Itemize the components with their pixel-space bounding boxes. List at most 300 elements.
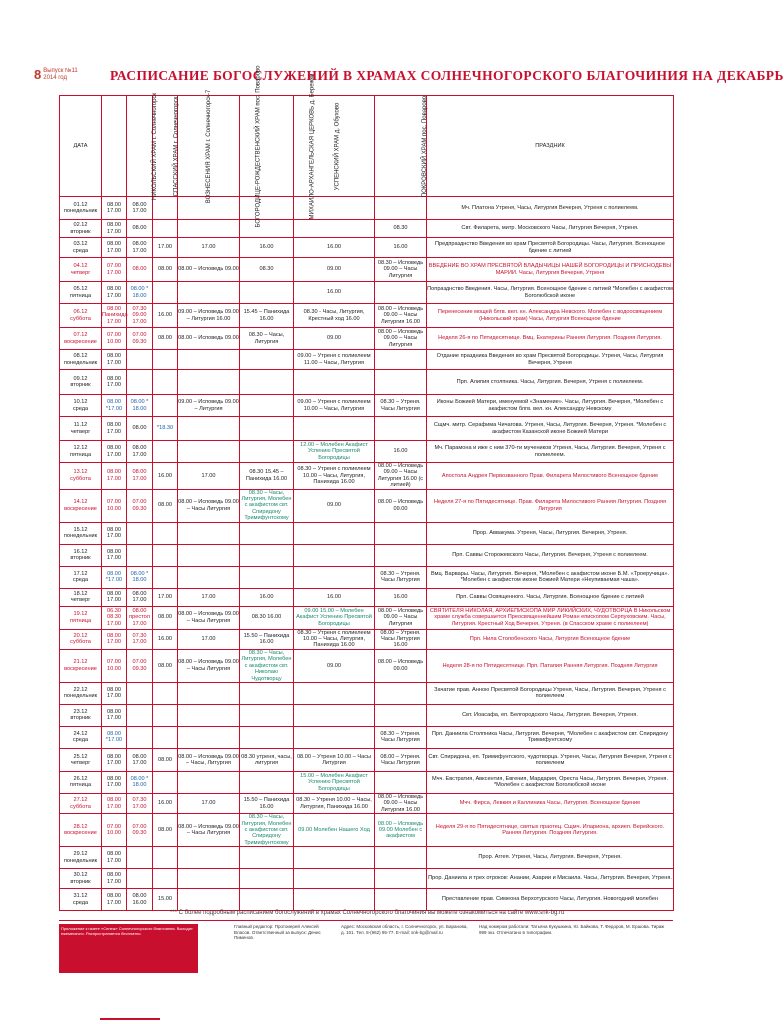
table-row — [60, 489, 674, 522]
time-cell: 08.00 – Утреня. Часы Литургия — [375, 748, 427, 771]
time-cell: 08.00 — [153, 328, 178, 350]
time-cell: 08.00 *17.00 — [102, 726, 127, 748]
time-cell: 07.00 10.00 — [102, 328, 127, 350]
time-cell — [178, 220, 240, 238]
time-cell — [153, 869, 178, 889]
time-cell — [240, 395, 294, 417]
time-cell: 08.00 – Исповедь 09.00 — [375, 649, 427, 682]
time-cell: 07.00 10.00 — [102, 649, 127, 682]
time-cell: 09.00 – Исповедь 09.00 – Литургия — [178, 395, 240, 417]
date-cell: 05.12 пятница — [60, 282, 102, 304]
feast-cell: Перенесение мощей блгв. вел. кн. Александра Невского. Молебен с водоосвящением (Никольский храм) Часы, Литургия Всенощное бдение — [427, 304, 674, 328]
time-cell — [294, 889, 375, 911]
time-cell: 16.00 — [153, 304, 178, 328]
time-cell: 17.00 — [178, 238, 240, 258]
table-row — [60, 726, 674, 748]
time-cell: 09.00 Молебен Нашего Ход — [294, 814, 375, 847]
feast-cell: СВЯТИТЕЛЯ НИКОЛАЯ, АРХИЕПИСКОПА МИР ЛИКИЙСКИХ, ЧУДОТВОРЦА В Никольском храме служба совершается Преосвященнейшим Роман епископом Серпуховским. Часы, Литургия. Крестный Ход Вечерня, Утреня. (в Спасском храме с полиелеем) — [427, 606, 674, 629]
feast-cell: Преставление прав. Симеона Верхотурского Часы, Литургия. Новогодний молебен — [427, 889, 674, 911]
time-cell — [240, 869, 294, 889]
time-cell — [178, 522, 240, 544]
table-row — [60, 629, 674, 649]
time-cell — [240, 441, 294, 463]
date-cell: 06.12 суббота — [60, 304, 102, 328]
table-row — [60, 748, 674, 771]
table-row — [60, 522, 674, 544]
feast-cell: Прор. Аввакума. Утреня, Часы, Литургия. Вечерня, Утреня. — [427, 522, 674, 544]
time-cell: 07.00 10.00 — [102, 814, 127, 847]
time-cell: 08.00 17.00 — [102, 282, 127, 304]
time-cell: 08.00 – Исповедь 09.00 – Часы Литургия 16.00 (с литией) — [375, 463, 427, 490]
church-header-5: МИХАИЛО-АРХАНГЕЛЬСКАЯ ЦЕРКОВЬ д. Бережки — [240, 96, 294, 197]
time-cell: 17.00 — [178, 588, 240, 606]
date-cell: 23.12 вторник — [60, 704, 102, 726]
time-cell: 08.00 17.00 — [102, 197, 127, 220]
time-cell — [240, 220, 294, 238]
date-cell: 22.12 понедельник — [60, 682, 102, 704]
time-cell: 08.00 16.00 — [127, 889, 153, 911]
time-cell: 16.00 — [375, 238, 427, 258]
time-cell: 17.00 — [153, 588, 178, 606]
time-cell: 08.00 Панихида 17.00 — [102, 304, 127, 328]
imprint-block-3: Адрес: Московская область, г. Солнечногорск, ул. Баранова, д. 101. Тел. 8-(962) 95-77. E-mail: snk-bg@mail.ru — [341, 924, 468, 935]
time-cell — [153, 544, 178, 566]
feast-cell: Прп. Даниила Столпника Часы, Литургия. Вечерня, *Молебен с акафистом свт. Спиридону Тримифунтскому — [427, 726, 674, 748]
date-cell: 27.12 суббота — [60, 793, 102, 813]
table-row — [60, 793, 674, 813]
time-cell — [294, 544, 375, 566]
date-cell: 15.12 понедельник — [60, 522, 102, 544]
time-cell: 08.00 – Исповедь 09.00 — [375, 489, 427, 522]
table-row — [60, 370, 674, 395]
time-cell: 08.00 — [153, 258, 178, 282]
time-cell: 08.00 – Исповедь 09.00 – Часы Литургия — [178, 606, 240, 629]
table-row — [60, 704, 674, 726]
date-cell: 14.12 воскресение — [60, 489, 102, 522]
issue-info — [34, 68, 78, 82]
time-cell — [375, 869, 427, 889]
time-cell — [178, 544, 240, 566]
time-cell: 08.30 — [240, 258, 294, 282]
time-cell: 07.00 09.30 — [127, 649, 153, 682]
time-cell: 17.00 — [178, 463, 240, 490]
time-cell — [178, 370, 240, 395]
time-cell — [178, 704, 240, 726]
feast-cell: Сщмч. митр. Серафима Чичагова. Утреня, Часы, Литургия. Вечерня, Утреня. *Молебен с акафистом Казанской иконе Божией Матери — [427, 417, 674, 441]
time-cell: 08.00 17.00 — [127, 588, 153, 606]
time-cell: 08.00 — [127, 258, 153, 282]
time-cell: 08.00 17.00 — [102, 869, 127, 889]
feast-header: ПРАЗДНИК — [427, 96, 674, 197]
church-header-4: БОГОРОДИЦЕ-РОЖДЕСТВЕНСКИЙ ХРАМ пос. Поварово — [178, 96, 240, 197]
time-cell: 08.00 престол 17.00 — [127, 606, 153, 629]
table-row — [60, 771, 674, 793]
time-cell — [178, 417, 240, 441]
date-cell: 19.12 пятница — [60, 606, 102, 629]
time-cell — [153, 282, 178, 304]
table-row — [60, 566, 674, 588]
time-cell — [127, 682, 153, 704]
time-cell — [375, 417, 427, 441]
time-cell: 07.00 09.30 — [127, 814, 153, 847]
date-cell: 12.12 пятница — [60, 441, 102, 463]
feast-cell: Зачатие прав. Анною Пресвятой Богородицы Утреня, Часы, Литургия. Вечерня, Утреня с полиелеем — [427, 682, 674, 704]
time-cell: 08.00 17.00 — [127, 748, 153, 771]
date-cell: 08.12 понедельник — [60, 350, 102, 370]
date-cell: 18.12 четверг — [60, 588, 102, 606]
date-cell: 25.12 четверг — [60, 748, 102, 771]
table-row — [60, 463, 674, 490]
time-cell — [294, 370, 375, 395]
time-cell — [178, 847, 240, 869]
time-cell: 07.00 09.30 — [127, 489, 153, 522]
time-cell — [240, 726, 294, 748]
table-row — [60, 238, 674, 258]
church-header-2: СПАССКИЙ ХРАМ г. Солнечногорск — [127, 96, 153, 197]
time-cell — [375, 889, 427, 911]
time-cell — [375, 197, 427, 220]
feast-cell: Свт. Спиридона, еп. Тримифунтского, чудотворца. Утреня, Часы, Литургия Вечерня, Утреня с полиелеем — [427, 748, 674, 771]
time-cell — [375, 350, 427, 370]
time-cell: 15.50 – Панихида 16.00 — [240, 629, 294, 649]
table-row — [60, 588, 674, 606]
time-cell — [127, 726, 153, 748]
time-cell: 08.00 17.00 — [127, 238, 153, 258]
time-cell: 08.00 — [127, 417, 153, 441]
date-cell: 02.12 вторник — [60, 220, 102, 238]
time-cell: 07.00 09.30 — [127, 328, 153, 350]
time-cell: 08.30 – Часы, Литургия, Молебен с акафистом свт. Николаю Чудотворцу — [240, 649, 294, 682]
time-cell — [127, 869, 153, 889]
date-cell: 30.12 вторник — [60, 869, 102, 889]
feast-cell: Прор. Даниила и трех отроков: Анании, Азарии и Мисаила. Часы, Литургия. Вечерня, Утреня. — [427, 869, 674, 889]
time-cell — [294, 682, 375, 704]
time-cell: 08.00 – Исповедь 09.00 — [178, 258, 240, 282]
table-row — [60, 682, 674, 704]
time-cell — [240, 544, 294, 566]
feast-cell: Отдание праздника Введения во храм Пресвятой Богородицы. Утреня, Часы, Литургия Вечерня, Утреня — [427, 350, 674, 370]
time-cell: 08.00 — [127, 220, 153, 238]
time-cell: 09.00 – Утреня с полиелеем 11.00 – Часы, Литургия — [294, 350, 375, 370]
time-cell — [240, 417, 294, 441]
time-cell — [240, 282, 294, 304]
time-cell — [153, 771, 178, 793]
time-cell: 08.00 17.00 — [102, 220, 127, 238]
time-cell — [178, 682, 240, 704]
time-cell: 08.00 – Исповедь 09.00 – Часы Литургия 16.00 — [375, 793, 427, 813]
church-header-1: НИКОЛЬСКИЙ ХРАМ г. Солнечногорск — [102, 96, 127, 197]
time-cell: 08.30 – Часы, Литургия — [240, 328, 294, 350]
time-cell — [240, 197, 294, 220]
time-cell — [153, 704, 178, 726]
time-cell: 09.00 15.00 – Молебен Акафист Успению Пресвятой Богородицы — [294, 606, 375, 629]
footer-note: *** С более подробным расписанием богослужений в храмах Солнечногорского благочиния вы можете ознакомиться на сайте www.snk-bg.ru — [170, 910, 565, 916]
time-cell — [178, 869, 240, 889]
time-cell: 08.00 17.00 — [102, 350, 127, 370]
date-cell: 31.12 среда — [60, 889, 102, 911]
time-cell — [127, 704, 153, 726]
time-cell — [153, 726, 178, 748]
time-cell: 08.00 * 18.00 — [127, 395, 153, 417]
time-cell: 08.00 17.00 — [102, 793, 127, 813]
time-cell: 12.00 – Молебен Акафист Успению Пресвятой Богородицы — [294, 441, 375, 463]
time-cell: 08.30 – Утреня. Часы Литургия — [375, 566, 427, 588]
time-cell: 08.00 – Утреня 10.00 – Часы Литургия — [294, 748, 375, 771]
time-cell: 08.00 *17.00 — [102, 566, 127, 588]
time-cell — [294, 566, 375, 588]
time-cell — [240, 682, 294, 704]
time-cell: 07.00 10.00 — [102, 489, 127, 522]
time-cell — [153, 395, 178, 417]
feast-cell: Неделя 29-я по Пятидесятнице, святых праотец. Сщмч. Илариона, архиеп. Верейского. Ранняя Литургия. Поздняя Литургия. — [427, 814, 674, 847]
feast-cell: Попразднство Введения. Часы, Литургия. Всенощное бдение с литией *Молебен с акафистом Боголюбской иконе — [427, 282, 674, 304]
time-cell: 06.30 08.30 17.00 — [102, 606, 127, 629]
date-cell: 26.12 пятница — [60, 771, 102, 793]
time-cell: 08.00 *17.00 — [102, 395, 127, 417]
feast-cell: Мчч. Евстратия, Авксентия, Евгения, Мардария, Ореста Часы, Литургия. Вечерня, Утреня. *Молебен с акафистом Боголюбской иконе — [427, 771, 674, 793]
time-cell: 08.30 утреня, часы, литургия — [240, 748, 294, 771]
time-cell: 16.00 — [375, 588, 427, 606]
time-cell: 08.00 * 18.00 — [127, 771, 153, 793]
date-header: ДАТА — [60, 96, 102, 197]
time-cell: 08.00 17.00 — [102, 889, 127, 911]
time-cell: 08.00 17.00 — [102, 417, 127, 441]
date-cell: 03.12 среда — [60, 238, 102, 258]
date-cell: 21.12 воскресение — [60, 649, 102, 682]
feast-cell: Неделя 28-я по Пятидесятнице. Прп. Патапия Ранняя Литургия. Поздняя Литургия — [427, 649, 674, 682]
feast-cell: Мч. Парамона и иже с ним 370-ти мучеников Утреня, Часы, Литургия. Вечерня, Утреня с полиелеем. — [427, 441, 674, 463]
time-cell: 15.00 — [153, 889, 178, 911]
time-cell: 17.00 — [178, 793, 240, 813]
time-cell — [240, 370, 294, 395]
table-row — [60, 304, 674, 328]
time-cell: 08.00 17.00 — [102, 704, 127, 726]
date-cell: 24.12 среда — [60, 726, 102, 748]
time-cell — [127, 544, 153, 566]
time-cell: 16.00 — [240, 238, 294, 258]
time-cell — [375, 682, 427, 704]
time-cell: 16.00 — [375, 441, 427, 463]
table-row — [60, 814, 674, 847]
time-cell: 08.00 17.00 — [127, 197, 153, 220]
time-cell — [240, 704, 294, 726]
table-row — [60, 220, 674, 238]
church-header-7: ПОКРОВСКИЙ ХРАМ пос. Поварово — [375, 96, 427, 197]
feast-cell: Неделя 26-я по Пятидесятнице. Вмц. Екатерины Ранняя Литургия. Поздняя Литургия. — [427, 328, 674, 350]
time-cell — [178, 566, 240, 588]
time-cell: 08.00 — [153, 748, 178, 771]
time-cell: 08.00 17.00 — [102, 370, 127, 395]
imprint-bar — [59, 920, 673, 976]
time-cell — [294, 726, 375, 748]
time-cell: 08.00 * 18.00 — [127, 282, 153, 304]
table-row — [60, 889, 674, 911]
feast-cell: Свт. Иоасафа, еп. Белгородского Часы, Литургия. Вечерня, Утреня. — [427, 704, 674, 726]
time-cell: 07.00 17.00 — [102, 258, 127, 282]
time-cell: 08.00 — [153, 649, 178, 682]
time-cell: 08.00 17.00 — [102, 629, 127, 649]
time-cell: 09.00 — [294, 649, 375, 682]
time-cell: 08.00 17.00 — [102, 238, 127, 258]
time-cell — [153, 370, 178, 395]
time-cell: 16.00 — [153, 793, 178, 813]
time-cell — [240, 889, 294, 911]
date-cell: 29.12 понедельник — [60, 847, 102, 869]
time-cell: 09.00 — [294, 328, 375, 350]
time-cell: 15.45 – Панихида 16.00 — [240, 304, 294, 328]
page-rule — [100, 1018, 160, 1020]
time-cell: 08.00 17.00 — [102, 682, 127, 704]
time-cell — [294, 197, 375, 220]
feast-cell: Мчч. Фирса, Левкия и Каллиника Часы, Литургия. Всенощное бдение — [427, 793, 674, 813]
table-row — [60, 328, 674, 350]
time-cell: 16.00 — [153, 463, 178, 490]
time-cell: 07.30 09.00 17.00 — [127, 304, 153, 328]
time-cell: 16.00 — [294, 238, 375, 258]
time-cell: 16.00 — [240, 588, 294, 606]
time-cell: 08.30 – Утреня 10.00 – Часы, Литургия, Панихида 16.00 — [294, 793, 375, 813]
table-row — [60, 417, 674, 441]
time-cell: 07.30 17.00 — [127, 793, 153, 813]
time-cell — [127, 847, 153, 869]
time-cell — [127, 522, 153, 544]
time-cell: 08.30 – Часы, Литургия, Молебен с акафистом свт. Спиридону Тримифунтскому — [240, 814, 294, 847]
time-cell — [178, 441, 240, 463]
time-cell — [153, 566, 178, 588]
time-cell: 08.00 – Исповедь 09.00 – Часы Литургия — [375, 328, 427, 350]
table-row — [60, 847, 674, 869]
table-row — [60, 869, 674, 889]
time-cell: 08.00 17.00 — [102, 544, 127, 566]
page-title: РАСПИСАНИЕ БОГОСЛУЖЕНИЙ В ХРАМАХ СОЛНЕЧНОГОРСКОГО БЛАГОЧИНИЯ НА ДЕКАБРЬ — [110, 68, 784, 83]
page-number: 8 — [34, 67, 42, 82]
time-cell — [294, 220, 375, 238]
time-cell: 16.00 — [153, 629, 178, 649]
time-cell — [240, 771, 294, 793]
time-cell — [178, 350, 240, 370]
time-cell: 08.00 17.00 — [102, 441, 127, 463]
feast-cell: Вмц. Варвары. Часы, Литургия. Вечерня, *Молебен с акафистом иконе Б.М. «Троеручица». *Молебен с акафистом иконе Божией Матери «Неупиваемая чаша». — [427, 566, 674, 588]
time-cell — [375, 370, 427, 395]
time-cell — [240, 847, 294, 869]
issue-year: 2014 год — [43, 75, 68, 81]
table-row — [60, 649, 674, 682]
time-cell: 08.30 – Утреня с полиелеем 10.00 – Часы, Литургия, Панихида 16.00 — [294, 463, 375, 490]
time-cell: 08.00 — [153, 606, 178, 629]
date-cell: 10.12 среда — [60, 395, 102, 417]
time-cell — [375, 704, 427, 726]
feast-cell: Мч. Платона Утреня, Часы, Литургия Вечерня, Утреня с полиелеем. — [427, 197, 674, 220]
time-cell: 08.30 - Часы, Литургия, Крестный ход 16.00 — [294, 304, 375, 328]
time-cell — [153, 350, 178, 370]
time-cell: 08.00 17.00 — [127, 441, 153, 463]
imprint-block-2: Главный редактор: Протоиерей Алексей Власов. Ответственный за выпуск: Денис Пименов. — [234, 924, 321, 940]
header-row — [60, 96, 674, 197]
time-cell — [178, 726, 240, 748]
date-cell: 11.12 четверг — [60, 417, 102, 441]
time-cell: 08.00 – Исповедь 09.00 – Часы Литургия 16.00 — [375, 304, 427, 328]
feast-cell: Прп. Саввы Освященного. Часы, Литургия. Всенощное бдение с литией — [427, 588, 674, 606]
date-cell: 07.12 воскресение — [60, 328, 102, 350]
time-cell: 08.30 16.00 — [240, 606, 294, 629]
table-row — [60, 544, 674, 566]
date-cell: 04.12 четверг — [60, 258, 102, 282]
time-cell: 17.00 — [178, 629, 240, 649]
time-cell — [294, 847, 375, 869]
feast-cell: Предпразднство Введения во храм Пресвятой Богородицы. Часы, Литургия. Всенощное бдение с литией — [427, 238, 674, 258]
time-cell — [294, 869, 375, 889]
feast-cell: Неделя 27-я по Пятидесятнице. Прав. Филарета Милостивого Ранняя Литургия. Поздняя Литургия — [427, 489, 674, 522]
date-cell: 28.12 воскресение — [60, 814, 102, 847]
time-cell: 16.00 — [294, 282, 375, 304]
time-cell: 08.30 – Исповедь 09.00 – Часы Литургия — [375, 258, 427, 282]
date-cell: 17.12 среда — [60, 566, 102, 588]
table-row — [60, 606, 674, 629]
feast-cell: Прор. Аггея. Утреня, Часы, Литургия. Вечерня, Утреня. — [427, 847, 674, 869]
time-cell: 09.00 — [294, 258, 375, 282]
imprint-block-1: Приложение к газете «Сенеж» Солнечногорского благочиния. Выходит ежемесячно. Распространяется бесплатно. — [59, 924, 198, 973]
time-cell — [153, 682, 178, 704]
time-cell — [375, 847, 427, 869]
table-row — [60, 282, 674, 304]
table-row — [60, 441, 674, 463]
page-header — [34, 66, 784, 88]
time-cell — [240, 350, 294, 370]
time-cell — [240, 522, 294, 544]
table-row — [60, 258, 674, 282]
time-cell: 07.30 17.00 — [127, 629, 153, 649]
time-cell — [178, 282, 240, 304]
time-cell: 08.30 – Утреня с полиелеем 10.00 – Часы, Литургия, Панихида 16.00 — [294, 629, 375, 649]
time-cell — [240, 566, 294, 588]
time-cell: 17.00 — [153, 238, 178, 258]
date-cell: 09.12 вторник — [60, 370, 102, 395]
time-cell: 16.00 — [294, 588, 375, 606]
date-cell: 16.12 вторник — [60, 544, 102, 566]
time-cell: 08.00 17.00 — [102, 588, 127, 606]
time-cell: 08.00 – Исповедь 09.00 – Часы, Литургия — [178, 748, 240, 771]
time-cell: 08.00 – Утреня. Часы Литургия 16.00 — [375, 629, 427, 649]
time-cell — [294, 704, 375, 726]
time-cell — [127, 350, 153, 370]
date-cell: 20.12 суббота — [60, 629, 102, 649]
time-cell: 08.30 15.45 – Панихида 16.00 — [240, 463, 294, 490]
time-cell: 09.00 — [294, 489, 375, 522]
time-cell: 08.00 17.00 — [102, 463, 127, 490]
time-cell: 08.00 17.00 — [102, 771, 127, 793]
feast-cell: Прп. Саввы Сторожевского Часы, Литургия. Вечерня, Утреня с полиелеем. — [427, 544, 674, 566]
time-cell — [153, 847, 178, 869]
time-cell: 08.30 – Часы, Литургия, Молебен с акафистом свт. Спиридону Тримифунтскому — [240, 489, 294, 522]
time-cell — [153, 441, 178, 463]
table-row — [60, 350, 674, 370]
time-cell — [375, 544, 427, 566]
date-cell: 13.12 суббота — [60, 463, 102, 490]
feast-cell: Свт. Филарета, митр. Московского Часы, Литургия Вечерня, Утреня. — [427, 220, 674, 238]
time-cell — [127, 370, 153, 395]
time-cell: 08.00 — [153, 814, 178, 847]
time-cell: 08.00 – Исповедь 09.00 – Часы Литургия — [178, 489, 240, 522]
time-cell: 08.00 – Исповедь 09.00 Молебен с акафистом — [375, 814, 427, 847]
time-cell — [375, 771, 427, 793]
feast-cell: ВВЕДЕНИЕ ВО ХРАМ ПРЕСВЯТОЙ ВЛАДЫЧИЦЫ НАШЕЙ БОГОРОДИЦЫ И ПРИСНОДЕВЫ МАРИИ. Часы, Литургия Вечерня, Утреня — [427, 258, 674, 282]
time-cell: 09.00 – Утреня с полиелеем 10.00 – Часы, Литургия — [294, 395, 375, 417]
time-cell: 08.00 – Исповедь 09.00 – Часы Литургия — [178, 649, 240, 682]
time-cell — [178, 889, 240, 911]
time-cell: 08.00 17.00 — [102, 748, 127, 771]
feast-cell: Прп. Алипия столпника. Часы, Литургия. Вечерня, Утреня с полиелеем. — [427, 370, 674, 395]
church-header-3: ВОЗНЕСЕНИЯ ХРАМ г. Солнечногорск-7 — [153, 96, 178, 197]
